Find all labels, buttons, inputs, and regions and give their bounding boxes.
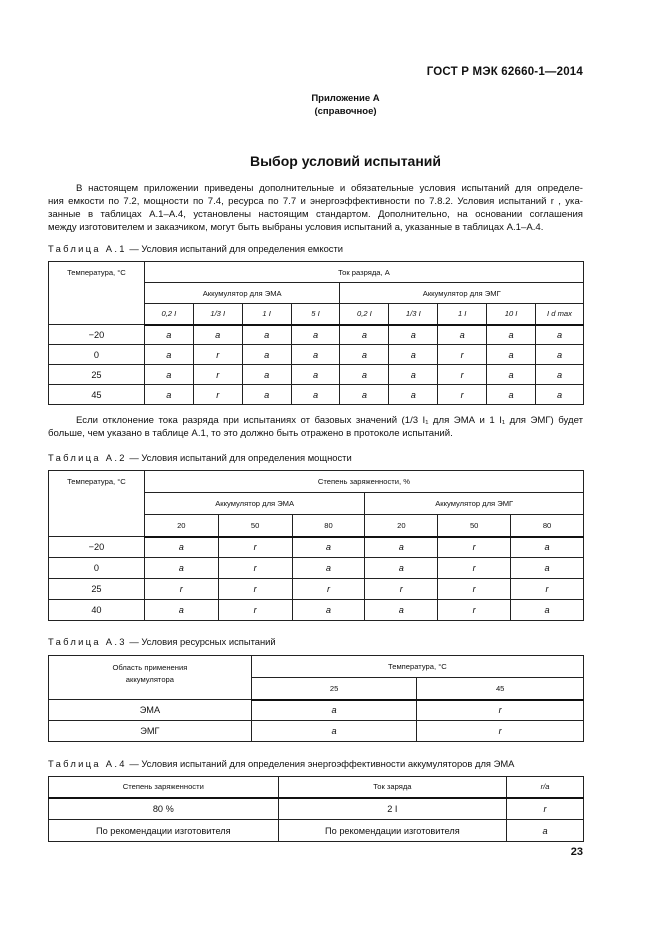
table1-temp-cell: 25 <box>49 365 145 385</box>
table-row <box>49 700 584 721</box>
table2-value-cell: r <box>365 579 438 600</box>
table1-value-cell: a <box>487 385 536 405</box>
table1-value-cell: a <box>340 325 389 345</box>
table1-value-cell: r <box>193 365 242 385</box>
table2-temp-cell: 25 <box>49 579 145 600</box>
table3-temp-header: Температура, °С <box>251 656 583 678</box>
table1-current-subheader: 1 I <box>242 304 291 325</box>
table1-current-subheader: I d max <box>536 304 584 325</box>
table2-caption-lead: Таблица А.2 <box>48 452 127 463</box>
table1-value-cell: a <box>291 345 340 365</box>
table2-soc-subheader: 80 <box>292 515 365 537</box>
table1-value-cell: a <box>487 325 536 345</box>
table2-value-cell: a <box>144 558 218 579</box>
table2-value-cell: a <box>144 600 218 621</box>
table2-soc-subheader: 80 <box>511 515 584 537</box>
table3-caption-lead: Таблица А.3 <box>48 636 127 647</box>
table1-temp-header: Температура, °С <box>49 262 145 325</box>
table1-current-subheader: 5 I <box>291 304 340 325</box>
table1-value-cell: a <box>389 365 438 385</box>
table3-area-cell: ЭМА <box>49 700 252 721</box>
table4-header: r/a <box>507 777 584 798</box>
table4-header: Ток заряда <box>278 777 507 798</box>
table4-header: Степень заряженности <box>49 777 279 798</box>
table2-ema-header: Аккумулятор для ЭМА <box>144 493 365 515</box>
table-row <box>49 365 584 385</box>
table-row <box>49 558 584 579</box>
note-paragraph <box>48 414 583 440</box>
table3-temp-subheader: 45 <box>417 678 584 700</box>
page-title: Выбор условий испытаний <box>249 153 442 169</box>
table1-value-cell: a <box>487 365 536 385</box>
table1-temp-cell: 0 <box>49 345 145 365</box>
appendix-type: (справочное) <box>314 106 377 117</box>
table2-caption <box>48 452 352 463</box>
table4-caption-text: — Условия испытаний для определения энергоэффективности аккумуляторов для ЭМА <box>126 758 515 769</box>
table1-temp-cell: −20 <box>49 325 145 345</box>
table2-caption-text: — Условия испытаний для определения мощности <box>126 452 352 463</box>
table1-value-cell: a <box>144 365 193 385</box>
table3-temp-subheader: 25 <box>251 678 417 700</box>
table1-value-cell: a <box>536 325 584 345</box>
table2-soc-header: Степень заряженности, % <box>144 471 583 493</box>
table1-current-subheader: 1/3 I <box>193 304 242 325</box>
table1-value-cell: r <box>438 385 487 405</box>
page-number: 23 <box>570 846 583 858</box>
standard-number: ГОСТ Р МЭК 62660-1—2014 <box>426 66 583 78</box>
table1-value-cell: a <box>536 385 584 405</box>
table1-value-cell: a <box>291 365 340 385</box>
table2-value-cell: r <box>292 579 365 600</box>
table2-soc-subheader: 50 <box>218 515 292 537</box>
table4-current-cell: 2 I <box>278 798 507 820</box>
table2-value-cell: r <box>438 579 511 600</box>
table1-value-cell: a <box>291 325 340 345</box>
table1-value-cell: r <box>438 365 487 385</box>
table2-temp-cell: 40 <box>49 600 145 621</box>
table2-value-cell: r <box>438 537 511 558</box>
table2-soc-subheader: 20 <box>144 515 218 537</box>
table2-value-cell: a <box>365 537 438 558</box>
table3-value-cell: a <box>251 721 417 742</box>
table2-soc-subheader: 50 <box>438 515 511 537</box>
table2-value-cell: r <box>438 600 511 621</box>
table3-area-header: Область применения аккумулятора <box>49 656 252 700</box>
table3-value-cell: a <box>251 700 417 721</box>
table3-value-cell: r <box>417 700 584 721</box>
table-row <box>49 345 584 365</box>
table1-value-cell: a <box>536 365 584 385</box>
table1-value-cell: a <box>242 385 291 405</box>
table1-caption-lead: Таблица А.1 <box>48 243 127 254</box>
table1-value-cell: a <box>144 385 193 405</box>
table4-current-cell: По рекомендации изготовителя <box>278 820 507 842</box>
appendix-label: Приложение А <box>311 93 380 104</box>
table1-value-cell: a <box>487 345 536 365</box>
table2-soc-subheader: 20 <box>365 515 438 537</box>
table2-temp-cell: −20 <box>49 537 145 558</box>
table1-caption <box>48 243 343 254</box>
intro-line: между изготовителем и заказчиком, могут быть выбраны условия испытаний a, указанные в таблицах А.1–А.4. <box>48 222 544 233</box>
table-power <box>48 470 584 621</box>
table2-value-cell: r <box>218 600 292 621</box>
table1-value-cell: a <box>389 325 438 345</box>
table-lifecycle <box>48 655 584 742</box>
table1-value-cell: a <box>438 325 487 345</box>
table1-current-subheader: 0,2 I <box>144 304 193 325</box>
table2-value-cell: a <box>511 558 584 579</box>
table-row <box>49 600 584 621</box>
table1-value-cell: a <box>389 385 438 405</box>
table1-value-cell: a <box>340 365 389 385</box>
table1-ema-header: Аккумулятор для ЭМА <box>144 283 340 304</box>
note-line: Если отклонение тока разряда при испытаниях от базовых значений (1/3 I₁ для ЭМА и 1 I₁ для ЭМГ) будет <box>76 415 583 426</box>
table1-value-cell: a <box>389 345 438 365</box>
intro-line: занные в таблицах А.1–А.4, установлены настоящим стандартом. Дополнительно, на основании соглашения <box>48 209 583 220</box>
table2-temp-cell: 0 <box>49 558 145 579</box>
table1-value-cell: a <box>340 385 389 405</box>
table4-condition-cell: r <box>507 798 584 820</box>
table4-soc-cell: По рекомендации изготовителя <box>49 820 279 842</box>
table1-value-cell: a <box>536 345 584 365</box>
table1-value-cell: a <box>242 365 291 385</box>
table1-value-cell: a <box>193 325 242 345</box>
table-row <box>49 579 584 600</box>
table-capacity <box>48 261 584 405</box>
note-line: больше, чем указано в таблице А.1, то это должно быть отражено в протоколе испытаний. <box>48 428 453 439</box>
table-row <box>49 537 584 558</box>
table3-value-cell: r <box>417 721 584 742</box>
table-efficiency <box>48 776 584 842</box>
appendix-heading <box>0 92 661 118</box>
table1-value-cell: a <box>291 385 340 405</box>
table-row <box>49 721 584 742</box>
table1-current-header: Ток разряда, А <box>144 262 583 283</box>
table-row <box>49 325 584 345</box>
table1-current-subheader: 1/3 I <box>389 304 438 325</box>
table2-value-cell: r <box>144 579 218 600</box>
table2-value-cell: r <box>511 579 584 600</box>
table1-value-cell: r <box>193 385 242 405</box>
intro-paragraph <box>48 182 583 234</box>
table1-value-cell: a <box>242 325 291 345</box>
table-row <box>49 820 584 842</box>
table1-value-cell: a <box>144 325 193 345</box>
table1-value-cell: a <box>340 345 389 365</box>
table2-value-cell: r <box>218 579 292 600</box>
table2-value-cell: a <box>365 558 438 579</box>
table1-current-subheader: 10 I <box>487 304 536 325</box>
table1-value-cell: a <box>144 345 193 365</box>
table-row <box>49 798 584 820</box>
table2-emg-header: Аккумулятор для ЭМГ <box>365 493 584 515</box>
table1-current-subheader: 1 I <box>438 304 487 325</box>
table4-caption-lead: Таблица А.4 <box>48 758 127 769</box>
table2-temp-header: Температура, °С <box>49 471 145 537</box>
table1-current-subheader: 0,2 I <box>340 304 389 325</box>
table3-area-cell: ЭМГ <box>49 721 252 742</box>
intro-line: В настоящем приложении приведены дополнительные и обязательные условия испытаний для определе- <box>76 183 583 194</box>
table1-value-cell: r <box>438 345 487 365</box>
table2-value-cell: a <box>292 558 365 579</box>
table1-temp-cell: 45 <box>49 385 145 405</box>
table1-value-cell: r <box>193 345 242 365</box>
table3-caption-text: — Условия ресурсных испытаний <box>126 636 276 647</box>
table4-condition-cell: a <box>507 820 584 842</box>
table2-value-cell: a <box>511 537 584 558</box>
table2-value-cell: r <box>218 558 292 579</box>
table4-caption <box>48 758 514 769</box>
table2-value-cell: a <box>511 600 584 621</box>
table2-value-cell: a <box>292 537 365 558</box>
table1-value-cell: a <box>242 345 291 365</box>
table2-value-cell: a <box>144 537 218 558</box>
intro-line: ния емкости по 7.2, мощности по 7.4, ресурса по 7.7 и энергоэффективности по 7.8.2. Условия испытаний r , ука- <box>48 196 583 207</box>
table2-value-cell: a <box>292 600 365 621</box>
table-row <box>49 385 584 405</box>
table4-soc-cell: 80 % <box>49 798 279 820</box>
table1-caption-text: — Условия испытаний для определения емкости <box>126 243 344 254</box>
table1-emg-header: Аккумулятор для ЭМГ <box>340 283 584 304</box>
table2-value-cell: a <box>365 600 438 621</box>
table2-value-cell: r <box>218 537 292 558</box>
table2-value-cell: r <box>438 558 511 579</box>
table3-caption <box>48 636 276 647</box>
